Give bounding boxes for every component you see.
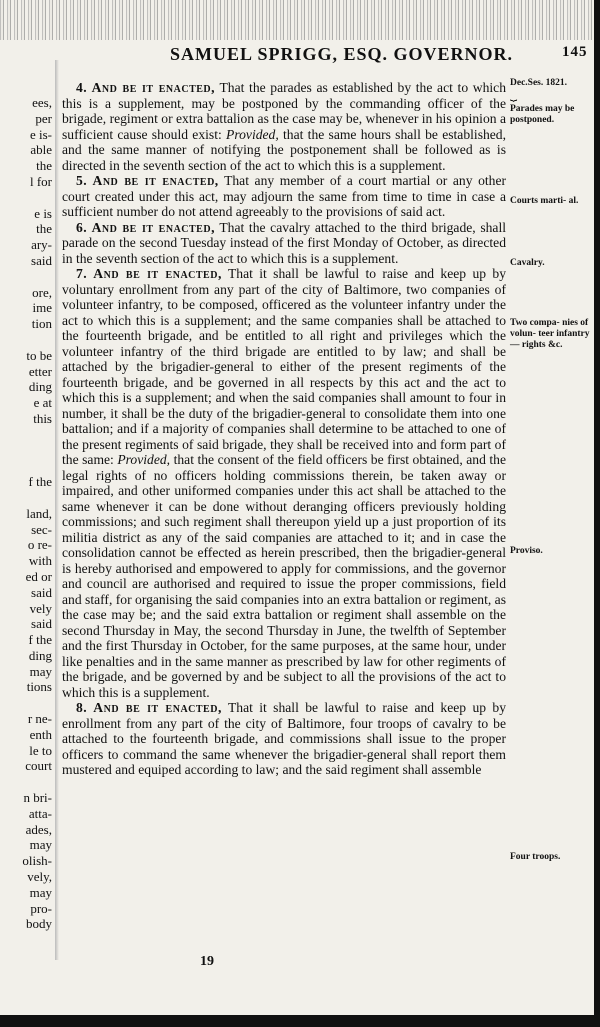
fragment-line: olish-	[22, 853, 52, 869]
fragment-line: ary-	[31, 237, 52, 253]
fragment-line: may	[29, 837, 52, 853]
fragment-line: enth	[29, 726, 52, 742]
fragment-line: land,	[26, 505, 52, 521]
session-label: Dec.Ses. 1821.	[510, 78, 567, 88]
fragment-line: le to	[29, 742, 52, 758]
section-text: That the parades as established by the act to which this is a supplement, may be postponed by the commanding officer of the brigade, regiment or extra battalion as the case may be, whenever in his opinion a sufficient cause should exist:	[62, 80, 506, 142]
section-text: that the same hours shall be established, and the same manner of notifying the postponement shall be followed as is directed in the seventh section of the act to which this is a supplement.	[62, 126, 507, 173]
fragment-line: e at	[33, 395, 52, 411]
fragment-line: said	[31, 252, 52, 268]
fragment-line: said	[31, 584, 52, 600]
fragment-line: vely,	[27, 869, 52, 885]
section-5	[62, 173, 506, 220]
fragment-line	[0, 458, 52, 474]
fragment-line: tions	[26, 679, 52, 695]
enacting-clause: 6. And be it enacted,	[76, 219, 215, 235]
fragment-line: ed or	[25, 568, 52, 584]
section-6	[62, 220, 506, 267]
margin-note-session	[510, 78, 592, 100]
margin-note-two-companies: Two compa- nies of volun- teer infantry— rights &c.	[510, 318, 590, 350]
fragment-line: o re-	[27, 537, 52, 553]
brace-icon: ⏟	[510, 87, 517, 101]
gutter-shadow	[55, 60, 59, 960]
fragment-line: ding	[28, 379, 52, 395]
fragment-line: per	[35, 110, 52, 126]
fragment-line: body	[26, 916, 52, 932]
facing-page-fragments	[0, 95, 52, 932]
fragment-line: tion	[31, 316, 52, 332]
section-text: That any member of a court martial or any other court created under this act, may adjourn the same from time to time in case a sufficient number do not attend agreeably to the provisions of said act.	[62, 173, 506, 219]
fragment-line: l for	[29, 173, 52, 189]
section-text: That it shall be lawful to raise and keep up by enrollment from any part of the city of Baltimore, four troops of cavalry to be attached to the fourteenth brigade, and commissions shall issue to the proper officers to command the same whenever the brigadier-general shall report them mustered and equiped according to law; and the said regiment shall assemble	[62, 700, 507, 777]
fragment-line: ades,	[25, 821, 52, 837]
running-title: SAMUEL SPRIGG, ESQ. GOVERNOR.	[170, 44, 514, 64]
enacting-clause: 4. And be it enacted,	[76, 80, 216, 95]
fragment-line: said	[31, 616, 52, 632]
body-text	[62, 80, 506, 778]
fragment-line: able	[30, 142, 52, 158]
fragment-line	[0, 427, 52, 443]
margin-note-courts: Courts marti- al.	[510, 196, 579, 206]
fragment-line: the	[36, 221, 52, 237]
signature-mark: 19	[200, 954, 214, 969]
fragment-line: sec-	[31, 521, 52, 537]
section-8	[62, 700, 506, 778]
fragment-line	[0, 695, 52, 711]
fragment-line: etter	[28, 363, 52, 379]
section-text: That it shall be lawful to raise and keep up by voluntary enrollment from any part of the city of Baltimore, two companies of volunteer infantry, to be composed, officered as the volunteer infantry under the act to which this is a supplement; and the same companies shall be attached to the fourteenth brigade, and be entitled to all right and privileges which the volunteer infantry of the third brigade are entitled to by law; and shall be attached by the brigadier-general to either of the present regiments of the fourteenth brigade, and be governed in all respects by this act and the act to which this is a supplement; and when the said companies shall amount to four in number, it shall be the duty of the brigadier-general to consolidate them into one battalion; and if a majority of companies shall determine to be attached to one of the present regiments of said brigade, they shall be received into and form part of the same:	[62, 266, 507, 467]
enacting-clause: 7. And be it enacted,	[76, 266, 222, 281]
page-number: 145	[562, 44, 588, 60]
fragment-line	[0, 774, 52, 790]
section-text: That the cavalry attached to the third brigade, shall parade on the second Tuesday instead of the first Monday of October, as directed in the seventh section of the act to which this is a supplement.	[62, 219, 506, 266]
fragment-line: vely	[29, 600, 52, 616]
fragment-line: f the	[28, 474, 52, 490]
fragment-line: the	[36, 158, 52, 174]
fragment-line: atta-	[28, 805, 52, 821]
fragment-line: pro-	[30, 900, 52, 916]
scan-border	[594, 0, 600, 1027]
fragment-line: ding	[28, 647, 52, 663]
fragment-line	[0, 490, 52, 506]
fragment-line	[0, 190, 52, 206]
fragment-line: may	[29, 884, 52, 900]
section-text: that the consent of the field officers be first obtained, and the legal rights of no officers holding commissions therein, be taken away or impaired, and other uniformed companies under this act shall be attached to the same whenever it can be done without deranging officers previously holding commissions; and such regiment shall thereupon yield up a just proportion of its militia district as any of the said companies are attached to it; and in case the consolidation cannot be effected as herein prescribed, then the brigadier-general is hereby authorised and empowered to apply for commissions, and the governor and council are authorised and required to issue the proper commissions, field and staff, for organising the said companies into an extra battalion or regiment, as the case may be; and the said extra battalion or regiment shall assemble on the second Thursday in May, the second Thursday in June, the twelfth of September and the first Thursday in October, for the same purposes, at the same hour, under like penalties and in the same manner as prescribed by law for other regiments of the brigade, and be governed by and be subject to all the provisions of the act to which this is a supplement.	[62, 452, 506, 700]
fragment-line: n bri-	[23, 790, 52, 806]
enacting-clause: 5. And be it enacted,	[76, 173, 219, 188]
margin-note-parades: Parades may be postponed.	[510, 104, 575, 125]
scan-border	[0, 1015, 600, 1027]
fragment-line	[0, 332, 52, 348]
fragment-line: ees,	[32, 95, 52, 110]
fragment-line: to be	[26, 347, 52, 363]
margin-note-four-troops: Four troops.	[510, 852, 561, 862]
provided-word: Provided,	[226, 126, 279, 142]
fragment-line: f the	[28, 632, 52, 648]
fragment-line: ime	[32, 300, 52, 316]
section-4	[62, 80, 506, 173]
fragment-line: with	[28, 553, 52, 569]
fragment-line	[0, 443, 52, 459]
fragment-line	[0, 269, 52, 285]
provided-word: Provided,	[117, 452, 171, 467]
margin-note-cavalry: Cavalry.	[510, 258, 545, 268]
section-7	[62, 266, 506, 700]
fragment-line: may	[29, 663, 52, 679]
fragment-line: court	[25, 758, 52, 774]
enacting-clause: 8. And be it enacted,	[76, 700, 222, 715]
fragment-line: e is	[34, 205, 52, 221]
margin-note-proviso: Proviso.	[510, 546, 543, 556]
fragment-line: ore,	[32, 284, 52, 300]
fragment-line: this	[33, 410, 52, 426]
fragment-line: e is-	[29, 126, 52, 142]
fragment-line: r ne-	[27, 711, 52, 727]
scan-noise	[0, 0, 600, 40]
